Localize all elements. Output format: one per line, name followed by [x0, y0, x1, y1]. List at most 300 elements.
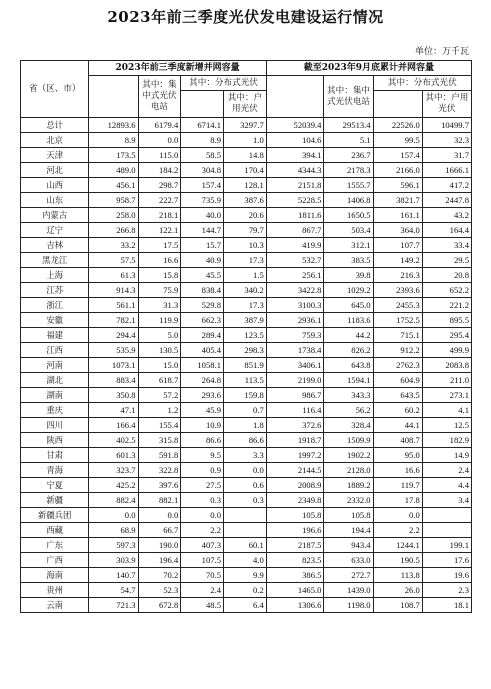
value-cell: 119.9: [138, 313, 181, 328]
value-cell: 323.7: [89, 463, 138, 478]
table-row: [21, 433, 472, 448]
table-row: [21, 163, 472, 178]
value-cell: 0.3: [181, 493, 224, 508]
value-cell: 489.0: [89, 163, 138, 178]
value-cell: 3406.1: [266, 358, 324, 373]
value-cell: 350.8: [89, 388, 138, 403]
value-cell: 405.4: [181, 343, 224, 358]
value-cell: 60.1: [224, 538, 267, 553]
value-cell: 113.8: [373, 568, 422, 583]
value-cell: 29513.4: [324, 118, 373, 133]
value-cell: 4.4: [422, 478, 471, 493]
value-cell: 0.6: [224, 478, 267, 493]
value-cell: 672.8: [138, 598, 181, 613]
value-cell: 52.3: [138, 583, 181, 598]
header-new-distributed: 其中：分布式光伏: [181, 76, 266, 91]
value-cell: 45.5: [181, 268, 224, 283]
header-new-total: [89, 76, 138, 118]
table-row: [21, 493, 472, 508]
region-cell: 河南: [21, 358, 89, 373]
value-cell: 27.5: [181, 478, 224, 493]
value-cell: 340.2: [224, 283, 267, 298]
value-cell: 12.5: [422, 418, 471, 433]
value-cell: 86.6: [224, 433, 267, 448]
value-cell: 2.4: [181, 583, 224, 598]
value-cell: 596.1: [373, 178, 422, 193]
value-cell: 826.2: [324, 343, 373, 358]
region-cell: 新疆: [21, 493, 89, 508]
value-cell: 107.5: [181, 553, 224, 568]
table-row: [21, 463, 472, 478]
table-row: [21, 268, 472, 283]
value-cell: 2455.3: [373, 298, 422, 313]
value-cell: 155.4: [138, 418, 181, 433]
table-row: [21, 583, 472, 598]
value-cell: 5228.5: [266, 193, 324, 208]
value-cell: 2166.0: [373, 163, 422, 178]
table-row: [21, 208, 472, 223]
value-cell: 3422.8: [266, 283, 324, 298]
value-cell: 57.2: [138, 388, 181, 403]
value-cell: 17.3: [224, 298, 267, 313]
value-cell: 407.3: [181, 538, 224, 553]
value-cell: 4344.3: [266, 163, 324, 178]
region-cell: 山西: [21, 178, 89, 193]
header-region: 省（区、市）: [21, 61, 89, 118]
region-cell: 福建: [21, 328, 89, 343]
value-cell: 402.5: [89, 433, 138, 448]
value-cell: 0.0: [138, 133, 181, 148]
value-cell: 383.5: [324, 253, 373, 268]
value-cell: 56.2: [324, 403, 373, 418]
value-cell: 47.1: [89, 403, 138, 418]
table-row: [21, 253, 472, 268]
value-cell: 394.1: [266, 148, 324, 163]
table-row: [21, 238, 472, 253]
value-cell: 0.2: [224, 583, 267, 598]
value-cell: 32.3: [422, 133, 471, 148]
value-cell: 166.4: [89, 418, 138, 433]
value-cell: 561.1: [89, 298, 138, 313]
value-cell: 0.3: [224, 493, 267, 508]
table-row: [21, 193, 472, 208]
value-cell: 643.5: [373, 388, 422, 403]
header-new-central: 其中：集中式光伏电站: [138, 76, 181, 118]
value-cell: 883.4: [89, 373, 138, 388]
header-cum-distributed: 其中：分布式光伏: [373, 76, 471, 91]
value-cell: 170.4: [224, 163, 267, 178]
value-cell: 419.9: [266, 238, 324, 253]
region-cell: 上海: [21, 268, 89, 283]
value-cell: 0.0: [181, 508, 224, 523]
value-cell: 190.0: [138, 538, 181, 553]
table-row: [21, 508, 472, 523]
value-cell: 1752.5: [373, 313, 422, 328]
table-row: [21, 313, 472, 328]
value-cell: 715.1: [373, 328, 422, 343]
region-cell: 辽宁: [21, 223, 89, 238]
value-cell: 2393.6: [373, 283, 422, 298]
table-row: [21, 418, 472, 433]
value-cell: 895.5: [422, 313, 471, 328]
value-cell: 986.7: [266, 388, 324, 403]
value-cell: 1029.2: [324, 283, 373, 298]
value-cell: 75.9: [138, 283, 181, 298]
value-cell: 456.1: [89, 178, 138, 193]
value-cell: 2.2: [181, 523, 224, 538]
value-cell: 273.1: [422, 388, 471, 403]
value-cell: 157.4: [181, 178, 224, 193]
value-cell: 161.1: [373, 208, 422, 223]
region-cell: 青海: [21, 463, 89, 478]
value-cell: 61.3: [89, 268, 138, 283]
value-cell: 3.3: [224, 448, 267, 463]
value-cell: 104.6: [266, 133, 324, 148]
value-cell: 123.5: [224, 328, 267, 343]
value-cell: 503.4: [324, 223, 373, 238]
region-cell: 湖北: [21, 373, 89, 388]
header-new-distributed-sub: [181, 91, 224, 118]
value-cell: 1183.6: [324, 313, 373, 328]
value-cell: 79.7: [224, 223, 267, 238]
value-cell: 66.7: [138, 523, 181, 538]
value-cell: 258.0: [89, 208, 138, 223]
value-cell: 222.7: [138, 193, 181, 208]
value-cell: 2332.0: [324, 493, 373, 508]
value-cell: 1058.1: [181, 358, 224, 373]
value-cell: 425.2: [89, 478, 138, 493]
value-cell: 2936.1: [266, 313, 324, 328]
value-cell: 196.4: [138, 553, 181, 568]
value-cell: 782.1: [89, 313, 138, 328]
value-cell: 645.0: [324, 298, 373, 313]
value-cell: 759.3: [266, 328, 324, 343]
value-cell: 2008.9: [266, 478, 324, 493]
capacity-table: [20, 60, 472, 613]
value-cell: 618.7: [138, 373, 181, 388]
value-cell: 532.7: [266, 253, 324, 268]
value-cell: 3297.7: [224, 118, 267, 133]
value-cell: 372.6: [266, 418, 324, 433]
region-cell: 甘肃: [21, 448, 89, 463]
value-cell: 221.2: [422, 298, 471, 313]
value-cell: 144.7: [181, 223, 224, 238]
value-cell: 298.3: [224, 343, 267, 358]
value-cell: 40.0: [181, 208, 224, 223]
value-cell: 0.0: [138, 508, 181, 523]
table-row: [21, 568, 472, 583]
header-cum-distributed-sub: [373, 91, 422, 118]
value-cell: 322.8: [138, 463, 181, 478]
value-cell: 295.4: [422, 328, 471, 343]
value-cell: 315.8: [138, 433, 181, 448]
value-cell: 343.3: [324, 388, 373, 403]
value-cell: 99.5: [373, 133, 422, 148]
region-cell: 内蒙古: [21, 208, 89, 223]
value-cell: 867.7: [266, 223, 324, 238]
value-cell: 199.1: [422, 538, 471, 553]
region-cell: 四川: [21, 418, 89, 433]
value-cell: 48.5: [181, 598, 224, 613]
value-cell: 5.1: [324, 133, 373, 148]
region-cell: 海南: [21, 568, 89, 583]
value-cell: 6714.1: [181, 118, 224, 133]
value-cell: 119.7: [373, 478, 422, 493]
value-cell: 1997.2: [266, 448, 324, 463]
value-cell: 662.3: [181, 313, 224, 328]
value-cell: 943.4: [324, 538, 373, 553]
value-cell: 721.3: [89, 598, 138, 613]
value-cell: 31.3: [138, 298, 181, 313]
value-cell: 1509.9: [324, 433, 373, 448]
value-cell: 823.5: [266, 553, 324, 568]
value-cell: 303.9: [89, 553, 138, 568]
unit-label: 单位：万千瓦: [414, 47, 469, 57]
value-cell: 68.9: [89, 523, 138, 538]
value-cell: 39.8: [324, 268, 373, 283]
value-cell: 256.1: [266, 268, 324, 283]
value-cell: 105.8: [324, 508, 373, 523]
value-cell: 0.9: [181, 463, 224, 478]
value-cell: 912.2: [373, 343, 422, 358]
value-cell: 184.2: [138, 163, 181, 178]
value-cell: 194.4: [324, 523, 373, 538]
value-cell: 216.3: [373, 268, 422, 283]
value-cell: 1406.8: [324, 193, 373, 208]
value-cell: 1198.0: [324, 598, 373, 613]
value-cell: 22526.0: [373, 118, 422, 133]
value-cell: 1.2: [138, 403, 181, 418]
region-cell: 云南: [21, 598, 89, 613]
value-cell: 328.4: [324, 418, 373, 433]
value-cell: 0.0: [373, 508, 422, 523]
value-cell: 236.7: [324, 148, 373, 163]
value-cell: 0.0: [89, 508, 138, 523]
value-cell: 44.1: [373, 418, 422, 433]
value-cell: 408.7: [373, 433, 422, 448]
value-cell: 652.2: [422, 283, 471, 298]
region-cell: 黑龙江: [21, 253, 89, 268]
value-cell: 182.9: [422, 433, 471, 448]
value-cell: 173.5: [89, 148, 138, 163]
value-cell: 2447.8: [422, 193, 471, 208]
value-cell: 1666.1: [422, 163, 471, 178]
value-cell: 43.2: [422, 208, 471, 223]
value-cell: 52039.4: [266, 118, 324, 133]
value-cell: 2178.3: [324, 163, 373, 178]
value-cell: [422, 523, 471, 538]
value-cell: 643.8: [324, 358, 373, 373]
value-cell: 838.4: [181, 283, 224, 298]
table-row: [21, 118, 472, 133]
value-cell: 10499.7: [422, 118, 471, 133]
value-cell: [224, 523, 267, 538]
value-cell: 1902.2: [324, 448, 373, 463]
region-cell: 西藏: [21, 523, 89, 538]
value-cell: 17.6: [422, 553, 471, 568]
table-row: [21, 388, 472, 403]
value-cell: 397.6: [138, 478, 181, 493]
value-cell: 529.8: [181, 298, 224, 313]
value-cell: 2187.5: [266, 538, 324, 553]
value-cell: 2151.8: [266, 178, 324, 193]
value-cell: 597.3: [89, 538, 138, 553]
value-cell: 12893.6: [89, 118, 138, 133]
region-cell: 江苏: [21, 283, 89, 298]
value-cell: 86.6: [181, 433, 224, 448]
region-cell: 江西: [21, 343, 89, 358]
value-cell: 29.5: [422, 253, 471, 268]
value-cell: 128.1: [224, 178, 267, 193]
value-cell: 60.2: [373, 403, 422, 418]
value-cell: 1650.5: [324, 208, 373, 223]
value-cell: 1244.1: [373, 538, 422, 553]
region-cell: 安徽: [21, 313, 89, 328]
value-cell: 289.4: [181, 328, 224, 343]
value-cell: 298.7: [138, 178, 181, 193]
value-cell: 1.5: [224, 268, 267, 283]
value-cell: 304.8: [181, 163, 224, 178]
value-cell: 26.0: [373, 583, 422, 598]
value-cell: 6.4: [224, 598, 267, 613]
value-cell: 294.4: [89, 328, 138, 343]
value-cell: 2762.3: [373, 358, 422, 373]
value-cell: 10.3: [224, 238, 267, 253]
region-cell: 北京: [21, 133, 89, 148]
value-cell: 15.8: [138, 268, 181, 283]
value-cell: [422, 508, 471, 523]
value-cell: 1811.6: [266, 208, 324, 223]
value-cell: 3821.7: [373, 193, 422, 208]
value-cell: 122.1: [138, 223, 181, 238]
value-cell: 58.5: [181, 148, 224, 163]
region-cell: 贵州: [21, 583, 89, 598]
region-cell: 湖南: [21, 388, 89, 403]
value-cell: 266.8: [89, 223, 138, 238]
value-cell: 272.7: [324, 568, 373, 583]
header-cum-central: 其中：集中式光伏电站: [324, 76, 373, 118]
table-row: [21, 283, 472, 298]
value-cell: 196.6: [266, 523, 324, 538]
value-cell: 9.9: [224, 568, 267, 583]
table-body: [21, 118, 472, 613]
table-row: [21, 223, 472, 238]
region-cell: 广东: [21, 538, 89, 553]
value-cell: 8.9: [89, 133, 138, 148]
region-cell: 新疆兵团: [21, 508, 89, 523]
table-row: [21, 598, 472, 613]
region-cell: 山东: [21, 193, 89, 208]
table-row: [21, 133, 472, 148]
value-cell: 851.9: [224, 358, 267, 373]
value-cell: 113.5: [224, 373, 267, 388]
table-row: [21, 343, 472, 358]
value-cell: 130.5: [138, 343, 181, 358]
value-cell: 387.9: [224, 313, 267, 328]
value-cell: 1306.6: [266, 598, 324, 613]
value-cell: 0.0: [224, 463, 267, 478]
value-cell: 1.8: [224, 418, 267, 433]
table-row: [21, 523, 472, 538]
value-cell: 1439.0: [324, 583, 373, 598]
table-row: [21, 298, 472, 313]
value-cell: 164.4: [422, 223, 471, 238]
header-cum-total: [266, 76, 324, 118]
header-new-capacity: 2023年前三季度新增并网容量: [89, 61, 266, 76]
value-cell: 105.8: [266, 508, 324, 523]
value-cell: 1918.7: [266, 433, 324, 448]
value-cell: 190.5: [373, 553, 422, 568]
value-cell: 140.7: [89, 568, 138, 583]
value-cell: 157.4: [373, 148, 422, 163]
region-cell: 吉林: [21, 238, 89, 253]
table-row: [21, 478, 472, 493]
value-cell: 1889.2: [324, 478, 373, 493]
value-cell: 17.8: [373, 493, 422, 508]
value-cell: 0.7: [224, 403, 267, 418]
value-cell: 10.9: [181, 418, 224, 433]
value-cell: 15.7: [181, 238, 224, 253]
region-cell: 重庆: [21, 403, 89, 418]
value-cell: 293.6: [181, 388, 224, 403]
value-cell: 9.5: [181, 448, 224, 463]
value-cell: 958.7: [89, 193, 138, 208]
value-cell: 1594.1: [324, 373, 373, 388]
value-cell: 20.8: [422, 268, 471, 283]
region-cell: 总计: [21, 118, 89, 133]
value-cell: 3.4: [422, 493, 471, 508]
value-cell: 882.1: [138, 493, 181, 508]
value-cell: 914.3: [89, 283, 138, 298]
region-cell: 宁夏: [21, 478, 89, 493]
region-cell: 广西: [21, 553, 89, 568]
value-cell: 1738.4: [266, 343, 324, 358]
value-cell: 115.0: [138, 148, 181, 163]
value-cell: 17.3: [224, 253, 267, 268]
value-cell: 16.6: [138, 253, 181, 268]
value-cell: 499.9: [422, 343, 471, 358]
value-cell: 2083.8: [422, 358, 471, 373]
value-cell: 159.8: [224, 388, 267, 403]
table-row: [21, 448, 472, 463]
value-cell: 735.9: [181, 193, 224, 208]
value-cell: 95.0: [373, 448, 422, 463]
value-cell: 108.7: [373, 598, 422, 613]
value-cell: 3100.3: [266, 298, 324, 313]
value-cell: 535.9: [89, 343, 138, 358]
value-cell: 2199.0: [266, 373, 324, 388]
value-cell: 107.7: [373, 238, 422, 253]
region-cell: 天津: [21, 148, 89, 163]
value-cell: 2144.5: [266, 463, 324, 478]
value-cell: 15.0: [138, 358, 181, 373]
value-cell: 17.5: [138, 238, 181, 253]
value-cell: 601.3: [89, 448, 138, 463]
page-title: 2023年前三季度光伏发电建设运行情况: [107, 8, 384, 26]
value-cell: 4.0: [224, 553, 267, 568]
value-cell: 218.1: [138, 208, 181, 223]
value-cell: 2349.8: [266, 493, 324, 508]
region-cell: 陕西: [21, 433, 89, 448]
table-row: [21, 373, 472, 388]
value-cell: 44.2: [324, 328, 373, 343]
value-cell: 364.0: [373, 223, 422, 238]
value-cell: 386.5: [266, 568, 324, 583]
value-cell: 5.0: [138, 328, 181, 343]
table-row: [21, 553, 472, 568]
value-cell: 633.0: [324, 553, 373, 568]
value-cell: 882.4: [89, 493, 138, 508]
